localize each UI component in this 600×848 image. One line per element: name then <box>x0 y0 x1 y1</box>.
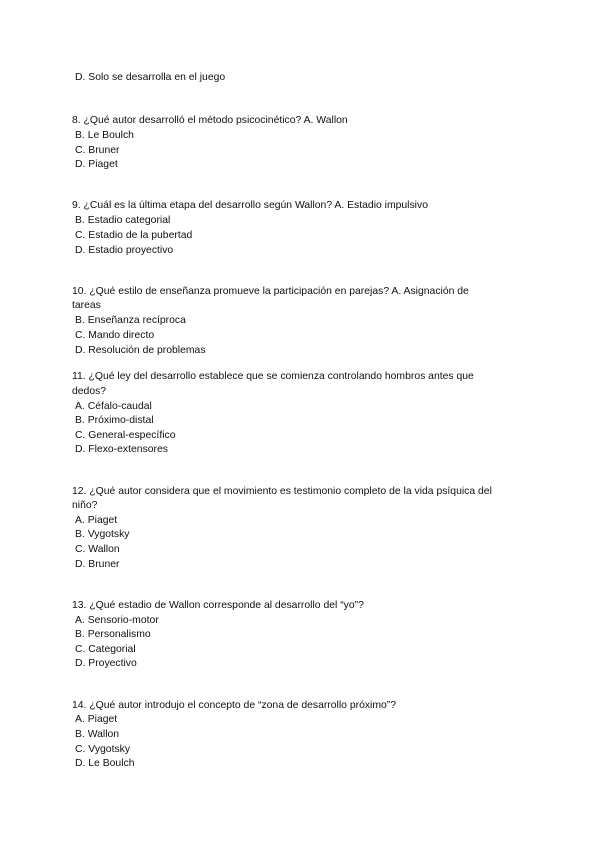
option-d-q7: D. Solo se desarrolla en el juego <box>75 72 226 83</box>
option-d: D. Proyectivo <box>75 658 137 669</box>
question-text: 14. ¿Qué autor introdujo el concepto de “zona de desarrollo próximo”? <box>72 700 397 711</box>
option-d: D. Piaget <box>75 159 118 170</box>
option-b: B. Estadio categorial <box>75 215 171 226</box>
question-text: 9. ¿Cuál es la última etapa del desarrollo según Wallon? A. Estadio impulsivo <box>72 200 428 211</box>
question-text: 8. ¿Qué autor desarrolló el método psicocinético? A. Wallon <box>72 115 348 126</box>
option-b: B. Enseñanza recíproca <box>75 315 186 326</box>
question-text-continued: tareas <box>72 300 101 311</box>
question-text-continued: niño? <box>72 500 98 511</box>
option-a: A. Céfalo-caudal <box>75 401 152 412</box>
option-d: D. Estadio proyectivo <box>75 245 174 256</box>
option-c: C. Categorial <box>75 644 136 655</box>
option-c: C. Bruner <box>75 145 120 156</box>
option-b: B. Le Boulch <box>75 130 134 141</box>
question-text: 12. ¿Qué autor considera que el movimiento es testimonio completo de la vida psíquica del <box>72 486 492 497</box>
option-b: B. Wallon <box>75 729 120 740</box>
option-d: D. Flexo-extensores <box>75 444 168 455</box>
option-b: B. Personalismo <box>75 629 151 640</box>
option-a: A. Sensorio-motor <box>75 615 159 626</box>
option-c: C. Vygotsky <box>75 744 131 755</box>
question-text: 10. ¿Qué estilo de enseñanza promueve la participación en parejas? A. Asignación de <box>72 286 469 297</box>
option-c: C. General-específico <box>75 430 176 441</box>
question-text: 13. ¿Qué estadio de Wallon corresponde al desarrollo del “yo”? <box>72 600 364 611</box>
question-text: 11. ¿Qué ley del desarrollo establece que se comienza controlando hombros antes que <box>72 371 474 382</box>
option-c: C. Estadio de la pubertad <box>75 230 193 241</box>
question-text-continued: dedos? <box>72 386 107 397</box>
option-d: D. Resolución de problemas <box>75 345 206 356</box>
option-b: B. Vygotsky <box>75 529 130 540</box>
option-c: C. Wallon <box>75 544 120 555</box>
option-a: A. Piaget <box>75 714 118 725</box>
option-d: D. Le Boulch <box>75 758 135 769</box>
option-d: D. Bruner <box>75 559 120 570</box>
option-a: A. Piaget <box>75 515 118 526</box>
option-c: C. Mando directo <box>75 330 155 341</box>
option-b: B. Próximo-distal <box>75 415 154 426</box>
